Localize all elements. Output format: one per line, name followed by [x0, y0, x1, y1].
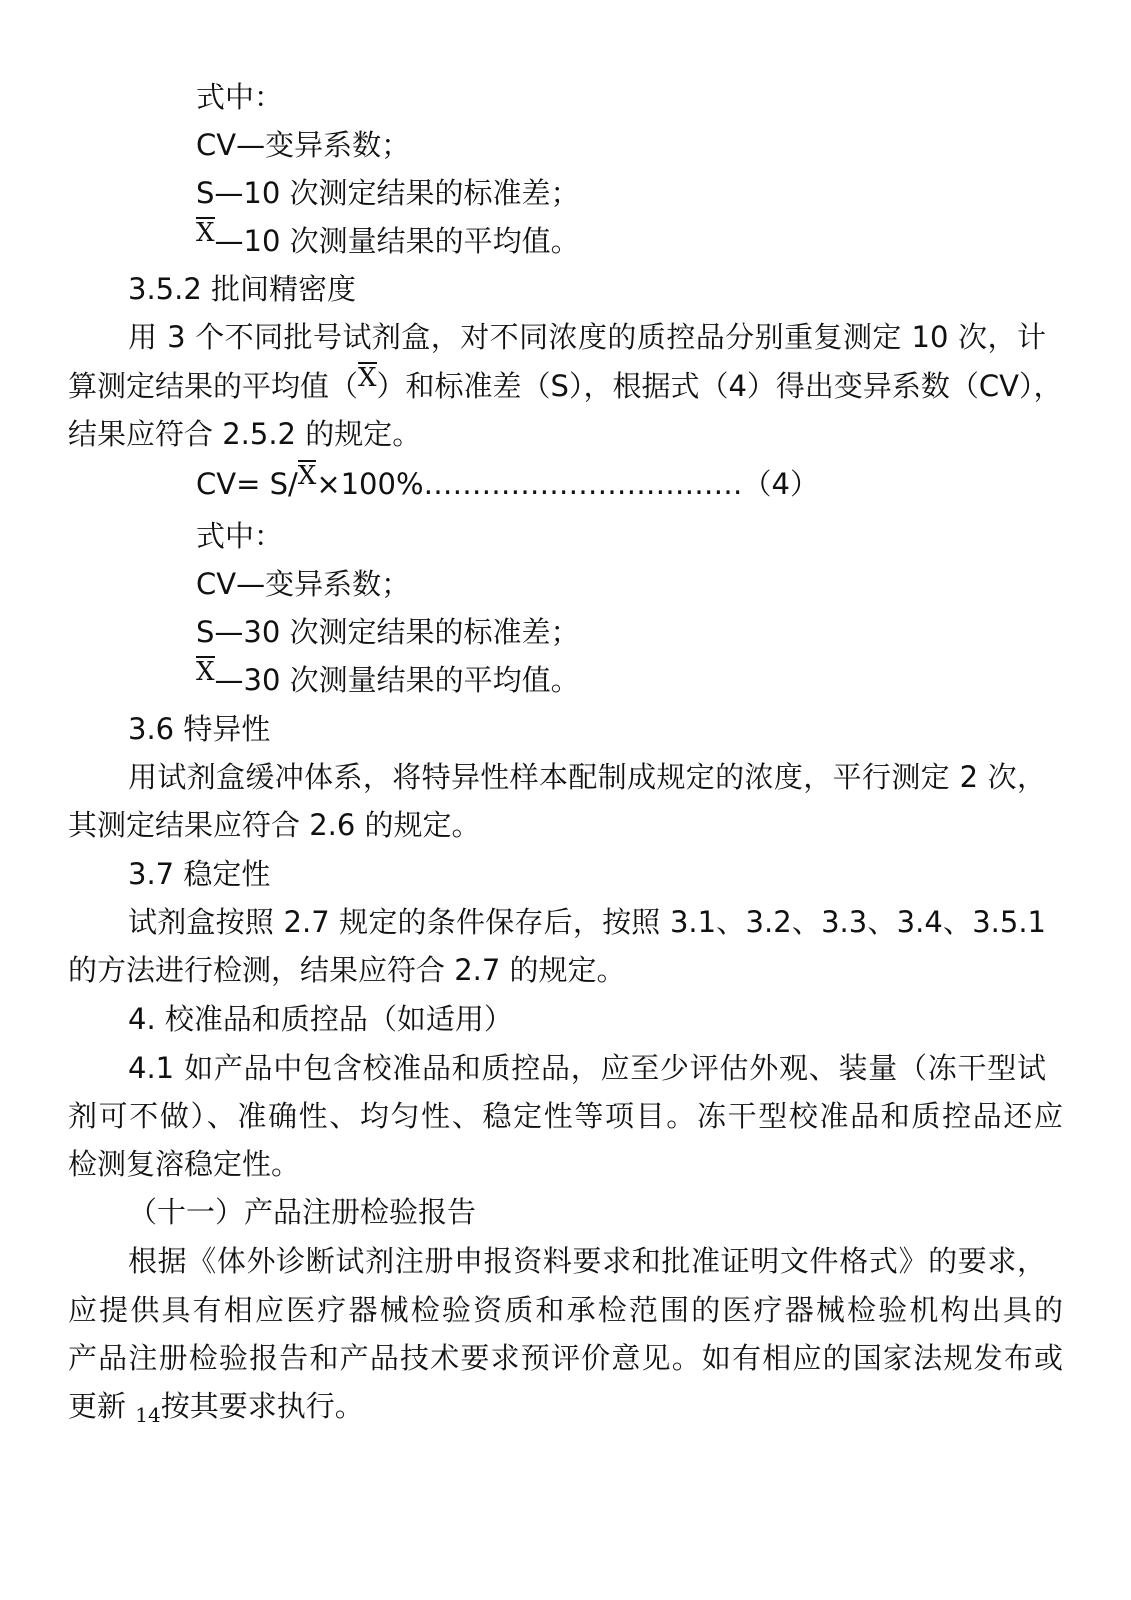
paragraph-text: 算测定结果的平均值（ — [68, 369, 359, 403]
section-heading-3-7: 3.7 稳定性 — [128, 857, 271, 891]
paragraph-line: 的方法进行检测，结果应符合 2.7 的规定。 — [68, 953, 626, 987]
paragraph-line: 4.1 如产品中包含校准品和质控品，应至少评估外观、装量（冻干型试 — [128, 1051, 1046, 1085]
formula-legend-heading: 式中： — [196, 80, 284, 114]
paragraph-line: 其测定结果应符合 2.6 的规定。 — [68, 808, 481, 842]
paragraph-line: 试剂盒按照 2.7 规定的条件保存后，按照 3.1、3.2、3.3、3.4、3.5.1 — [128, 905, 1046, 939]
legend-xbar — [196, 218, 580, 261]
legend-xbar-text: —10 次测量结果的平均值。 — [214, 224, 580, 258]
formula-legend-heading: 式中： — [196, 519, 284, 553]
xbar-symbol: X — [358, 363, 377, 393]
section-heading-11: （十一）产品注册检验报告 — [128, 1195, 477, 1229]
paragraph-line: 根据《体外诊断试剂注册申报资料要求和批准证明文件格式》的要求， — [128, 1244, 1046, 1278]
paragraph-line: 应提供具有相应医疗器械检验资质和承检范围的医疗器械检验机构出具的 — [68, 1293, 1063, 1327]
section-heading-4: 4. 校准品和质控品（如适用） — [128, 1002, 513, 1036]
paragraph-line — [68, 363, 1063, 406]
formula-4 — [196, 461, 819, 504]
paragraph-line: 用 3 个不同批号试剂盒，对不同浓度的质控品分别重复测定 10 次，计 — [128, 320, 1046, 354]
formula-text: ×100%……………………………（4） — [316, 467, 819, 501]
paragraph-line: 产品注册检验报告和产品技术要求预评价意见。如有相应的国家法规发布或 — [68, 1341, 1063, 1375]
paragraph-line: 剂可不做）、准确性、均匀性、稳定性等项目。冻干型校准品和质控品还应 — [68, 1099, 1063, 1133]
paragraph-line: 用试剂盒缓冲体系，将特异性样本配制成规定的浓度，平行测定 2 次， — [128, 760, 1046, 794]
page-number-fragment: 14 — [135, 1403, 161, 1427]
legend-xbar-text: —30 次测量结果的平均值。 — [214, 663, 580, 697]
xbar-symbol: X — [297, 461, 317, 491]
legend-s: S—30 次测定结果的标准差； — [196, 615, 580, 649]
legend-cv: CV—变异系数； — [196, 128, 411, 162]
paragraph-line: 检测复溶稳定性。 — [68, 1147, 301, 1181]
paragraph-text: 更新 — [68, 1389, 127, 1423]
formula-text: CV= S/ — [196, 467, 298, 501]
paragraph-text: 按其要求执行。 — [160, 1389, 364, 1423]
paragraph-text: ）和标准差（S），根据式（4）得出变异系数（CV）， — [376, 369, 1063, 403]
xbar-symbol: X — [196, 657, 215, 687]
section-heading-3-6: 3.6 特异性 — [128, 712, 271, 746]
legend-xbar — [196, 657, 580, 700]
section-heading-3-5-2: 3.5.2 批间精密度 — [128, 272, 357, 306]
xbar-symbol: X — [196, 218, 215, 248]
legend-cv: CV—变异系数； — [196, 567, 411, 601]
paragraph-line: 结果应符合 2.5.2 的规定。 — [68, 417, 422, 451]
legend-s: S—10 次测定结果的标准差； — [196, 176, 580, 210]
paragraph-line — [68, 1386, 364, 1429]
